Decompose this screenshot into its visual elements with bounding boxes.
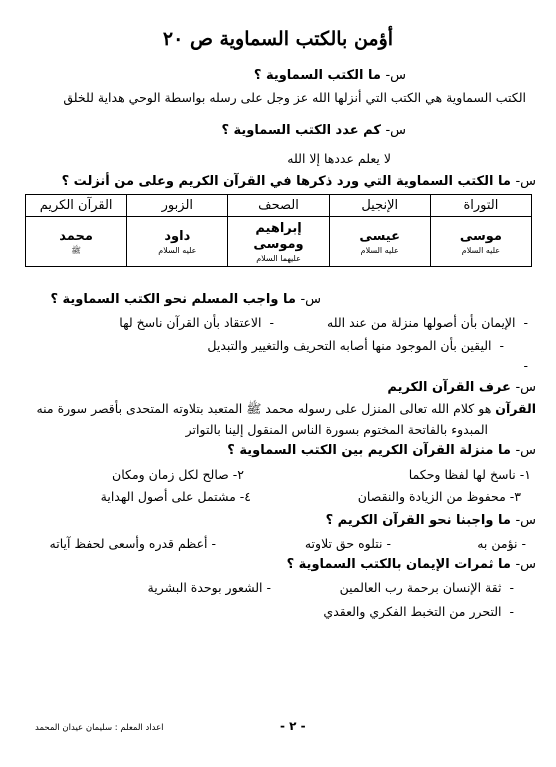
status-item-2: ٢- صالح لكل زمان ومكان: [112, 467, 244, 482]
question-text: عرف القرآن الكريم: [387, 380, 511, 395]
question-text: ما الكتب السماوية ؟: [253, 68, 381, 83]
status-item-3: ٣- محفوظ من الزيادة والنقصان: [357, 489, 521, 504]
prophet-name: عيسى: [359, 229, 400, 244]
question-prefix: س-: [515, 513, 536, 528]
quran-definition-line-2: المبدوء بالفاتحة المختوم بسورة الناس المنقول إلينا بالتواتر: [185, 422, 488, 437]
question-muslim-duty: [50, 292, 321, 307]
fruit-item-1: [340, 580, 514, 595]
salam-text: عليهما السلام: [256, 254, 301, 263]
question-text: ما منزلة القرآن الكريم بين الكتب السماوية ؟: [227, 443, 511, 458]
bullet-dash: -: [509, 580, 514, 595]
defined-term: القرآن: [495, 401, 536, 416]
bullet-dash: -: [523, 315, 528, 330]
table-prophets-row: [26, 217, 532, 267]
prophet-name: محمد: [59, 229, 93, 244]
question-quran-status: [227, 443, 536, 458]
salam-text: عليه السلام: [360, 246, 399, 255]
duty-quran-item-3: - أعظم قدره وأسعى لحفظ آياته: [49, 536, 216, 551]
duty-item-3: [207, 338, 504, 353]
header-injeel: الإنجيل: [329, 195, 430, 217]
question-text: ما واجبنا نحو القرآن الكريم ؟: [325, 513, 511, 528]
fruit-item-3: [323, 604, 514, 619]
item-text: اليقين بأن الموجود منها أصابه التحريف والتغيير والتبديل: [207, 338, 492, 353]
question-fruits-of-faith: [287, 557, 536, 572]
cell-ibrahim-musa: [228, 217, 329, 267]
prophet-name: موسى: [459, 229, 502, 244]
question-prefix: س-: [515, 557, 536, 572]
status-item-4: ٤- مشتمل على أصول الهداية: [100, 489, 251, 504]
header-quran: القرآن الكريم: [26, 195, 127, 217]
prophet-name: إبراهيم وموسى: [253, 221, 304, 252]
question-prefix: س-: [515, 174, 536, 189]
salam-text: عليه السلام: [158, 246, 197, 255]
cell-muhammad: [26, 217, 127, 267]
item-text: الاعتقاد بأن القرآن ناسخ لها: [119, 315, 262, 330]
item-text: الإيمان بأن أصولها منزلة من عند الله: [327, 315, 516, 330]
duty-item-1: [327, 315, 528, 330]
answer-number-of-books: لا يعلم عددها إلا الله: [287, 151, 391, 166]
question-text: ما ثمرات الإيمان بالكتب السماوية ؟: [286, 557, 511, 572]
header-zabur: الزبور: [127, 195, 228, 217]
salam-text: ﷺ: [71, 246, 81, 255]
cell-dawud: [127, 217, 228, 267]
fruit-item-2: - الشعور بوحدة البشرية: [147, 580, 271, 595]
question-text: كم عدد الكتب السماوية ؟: [221, 123, 381, 138]
duty-quran-item-2: - نتلوه حق تلاوته: [304, 536, 391, 551]
question-prefix: س-: [515, 443, 536, 458]
books-prophets-table: [25, 194, 532, 267]
cell-musa: [430, 217, 531, 267]
bullet-dash: -: [269, 315, 274, 330]
salam-text: عليه السلام: [461, 246, 500, 255]
header-suhuf: الصحف: [228, 195, 329, 217]
question-text: ما واجب المسلم نحو الكتب السماوية ؟: [50, 292, 296, 307]
page-title: أؤمن بالكتب السماوية ص ٢٠: [162, 28, 394, 50]
question-books-mentioned-in-quran: [62, 174, 536, 189]
bullet-dash: -: [499, 338, 504, 353]
answer-definition-heavenly-books: الكتب السماوية هي الكتب التي أنزلها الله عز وجل على رسله بواسطة الوحي هداية للخلق: [63, 90, 526, 105]
prophet-name: داود: [164, 229, 191, 244]
question-prefix: س-: [515, 380, 536, 395]
question-our-duty-to-quran: [326, 513, 536, 528]
duty-item-2: [119, 315, 274, 330]
page-number: - ٢ -: [280, 719, 306, 733]
table-header-row: [26, 195, 532, 217]
definition-text: هو كلام الله تعالى المنزل على رسوله محمد ﷺ المتعبد بتلاوته المتحدى بأقصر سورة منه: [36, 401, 492, 416]
question-prefix: س-: [385, 123, 406, 138]
author-credit: اعداد المعلم : سليمان عيدان المحمد: [35, 723, 164, 733]
question-text: ما الكتب السماوية التي ورد ذكرها في القرآن الكريم وعلى من أنزلت ؟: [61, 174, 511, 189]
quran-definition-line-1: [36, 401, 536, 420]
cell-isa: [329, 217, 430, 267]
question-prefix: س-: [385, 68, 406, 83]
bullet-dash: -: [509, 604, 514, 619]
question-number-of-books: [221, 123, 406, 138]
duty-quran-item-1: - نؤمن به: [477, 536, 526, 551]
question-what-are-heavenly-books: [254, 68, 406, 83]
item-text: ثقة الإنسان برحمة رب العالمين: [339, 580, 502, 595]
status-item-1: ١- ناسخ لها لفظا وحكما: [408, 467, 531, 482]
header-torah: التوراة: [430, 195, 531, 217]
duty-item-empty: -: [523, 358, 528, 373]
item-text: التحرر من التخبط الفكري والعقدي: [323, 604, 502, 619]
question-define-quran: [387, 380, 536, 395]
question-prefix: س-: [300, 292, 321, 307]
